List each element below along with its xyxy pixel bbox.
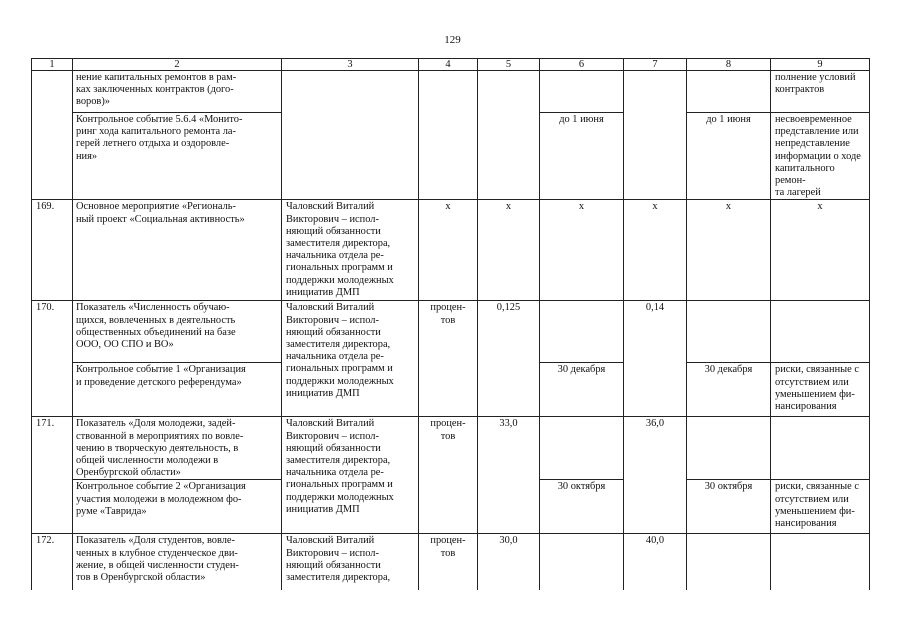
responsible-cell [282,71,419,200]
column-number: 8 [687,59,771,71]
responsible-person: Чаловский Виталий Викторович – испол- няющий обязанности заместителя директора, начальника отдела ре- гиональных программ и поддержки молодежных инициатив ДМП [282,417,419,534]
event-description: Контрольное событие 5.6.4 «Монито- ринг хода капитального ремонта ла- герей летнего отдыха и оздоровле- ния» [73,113,282,200]
date-cell [687,534,771,590]
target-value-cell [624,71,687,200]
risk-text: риски, связанные с отсутствием или уменьшением фи- нансирования [771,480,870,534]
row-number: 171. [32,417,73,534]
date-cell [540,71,624,113]
event-date: до 1 июня [540,113,624,200]
row-number: 172. [32,534,73,590]
risk-text: риски, связанные с отсутствием или уменьшением фи- нансирования [771,363,870,417]
unit-cell [419,71,478,200]
event-description: нение капитальных ремонтов в рам- ках заключенных контрактов (дого- воров)» [73,71,282,113]
base-value: 33,0 [478,417,540,534]
x-mark: х [540,200,624,301]
responsible-person: Чаловский Виталий Викторович – испол- няющий обязанности заместителя директора, начальника отдела ре- гиональных программ и поддержки молодежных инициатив ДМП [282,301,419,417]
row-number: 170. [32,301,73,417]
target-value: 0,14 [624,301,687,417]
risk-text: несвоевременное представление или непредставление информации о ходе капитального ремон- та лагерей [771,113,870,200]
base-value: 30,0 [478,534,540,590]
table-row [32,534,870,590]
unit: процен- тов [419,301,478,417]
responsible-person: Чаловский Виталий Викторович – испол- няющий обязанности заместителя директора, начальника отдела ре- гиональных программ и поддержки молодежных инициатив ДМП [282,200,419,301]
column-number: 9 [771,59,870,71]
column-number: 3 [282,59,419,71]
column-number: 6 [540,59,624,71]
date-cell [540,301,624,363]
x-mark: х [771,200,870,301]
target-value: 40,0 [624,534,687,590]
base-value-cell [478,71,540,200]
x-mark: х [687,200,771,301]
event-date: 30 октября [540,480,624,534]
page-number: 129 [444,34,461,46]
unit: процен- тов [419,534,478,590]
table-row [32,417,870,480]
risk-cell [771,417,870,480]
table-row [32,301,870,363]
row-number-cell [32,71,73,200]
event-date: 30 октября [687,480,771,534]
date-cell [540,417,624,480]
risk-text: полнение условий контрактов [771,71,870,113]
column-number: 2 [73,59,282,71]
indicator-description: Показатель «Доля молодежи, задей- ствованной в мероприятиях по вовле- чению в творческую деятельность, в общей численности молодежи в Оренбургской области» [73,417,282,480]
indicator-description: Показатель «Численность обучаю- щихся, вовлеченных в деятельность общественных объединений на базе ООО, ОО СПО и ВО» [73,301,282,363]
column-number: 5 [478,59,540,71]
x-mark: х [419,200,478,301]
event-date: до 1 июня [687,113,771,200]
column-number-header [32,59,870,71]
table-row [32,200,870,301]
table-row [32,71,870,113]
column-number: 4 [419,59,478,71]
date-cell [540,534,624,590]
target-value: 36,0 [624,417,687,534]
date-cell [687,71,771,113]
responsible-person: Чаловский Виталий Викторович – испол- няющий обязанности заместителя директора, [282,534,419,590]
event-date: 30 декабря [540,363,624,417]
indicator-description: Показатель «Доля студентов, вовле- ченных в клубное студенческое дви- жение, в общей численности студен- тов в Оренбургской области» [73,534,282,590]
row-number: 169. [32,200,73,301]
base-value: 0,125 [478,301,540,417]
unit: процен- тов [419,417,478,534]
event-description: Контрольное событие 1 «Организация и проведение детского референдума» [73,363,282,417]
risk-cell [771,301,870,363]
event-date: 30 декабря [687,363,771,417]
date-cell [687,417,771,480]
event-description: Контрольное событие 2 «Организация участия молодежи в молодежном фо- руме «Таврида» [73,480,282,534]
x-mark: х [624,200,687,301]
plan-table [31,58,870,590]
x-mark: х [478,200,540,301]
column-number: 7 [624,59,687,71]
date-cell [687,301,771,363]
column-number: 1 [32,59,73,71]
risk-cell [771,534,870,590]
activity-description: Основное мероприятие «Региональ- ный проект «Социальная активность» [73,200,282,301]
